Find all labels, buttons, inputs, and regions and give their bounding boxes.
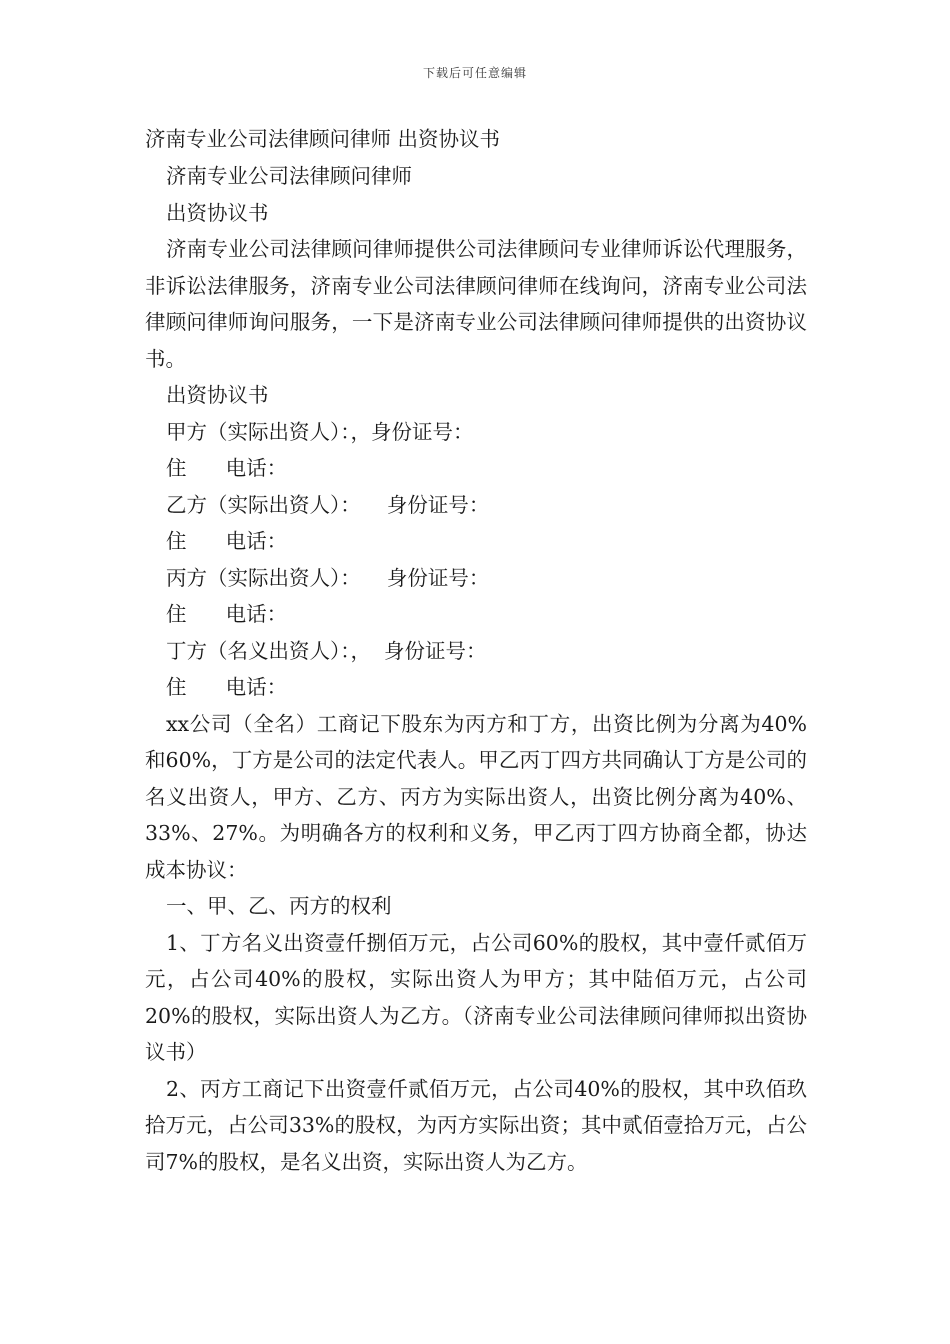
document-title: 济南专业公司法律顾问律师 出资协议书 bbox=[145, 127, 501, 151]
document-body bbox=[145, 120, 807, 1180]
party-b-line: 乙方（实际出资人）： 身份证号： bbox=[166, 492, 490, 517]
intro-paragraph: 济南专业公司法律顾问律师提供公司法律顾问专业律师诉讼代理服务，非诉讼法律服务，济南专业公司法律顾问律师在线询问，济南专业公司法律顾问律师询问服务，一下是济南专业公司法律顾问律师提供的出资协议书。 bbox=[145, 237, 807, 371]
subtitle-line-1: 济南专业公司法律顾问律师 bbox=[166, 164, 412, 188]
section-1-heading: 一、甲、乙、丙方的权利 bbox=[166, 894, 392, 918]
party-c-contact-line: 住 电话： bbox=[166, 602, 288, 626]
clause-2-paragraph: 2、丙方工商记下出资壹仟贰佰万元，占公司40%的股权，其中玖佰玖拾万元，占公司33%的股权，为丙方实际出资；其中贰佰壹拾万元，占公司7%的股权，是名义出资，实际出资人为乙方。 bbox=[145, 1076, 807, 1174]
party-d-contact-line: 住 电话： bbox=[166, 675, 288, 699]
party-c-line: 丙方（实际出资人）： 身份证号： bbox=[166, 565, 490, 590]
subtitle-line-2: 出资协议书 bbox=[166, 200, 269, 225]
page-header: 下载后可任意编辑 bbox=[422, 66, 527, 80]
party-b-contact-line: 住 电话： bbox=[166, 529, 288, 553]
party-a-line: 甲方（实际出资人）：，身份证号： bbox=[166, 419, 474, 444]
party-a-contact-line: 住 电话： bbox=[166, 456, 288, 480]
party-d-line: 丁方（名义出资人）：， 身份证号： bbox=[166, 638, 487, 663]
clause-1-paragraph: 1、丁方名义出资壹仟捌佰万元，占公司60%的股权，其中壹仟贰佰万元，占公司40%的股权，实际出资人为甲方；其中陆佰万元，占公司20%的股权，实际出资人为乙方。（济南专业公司法律顾问律师拟出资协议书） bbox=[145, 930, 807, 1064]
agreement-heading: 出资协议书 bbox=[166, 383, 269, 407]
preamble-paragraph: xx公司（全名）工商记下股东为丙方和丁方，出资比例为分离为40%和60%，丁方是公司的法定代表人。甲乙丙丁四方共同确认丁方是公司的名义出资人，甲方、乙方、丙方为实际出资人，出资比例分离为40%、33%、27%。为明确各方的权利和义务，甲乙丙丁四方协商全都，协达成本协议： bbox=[145, 711, 807, 882]
